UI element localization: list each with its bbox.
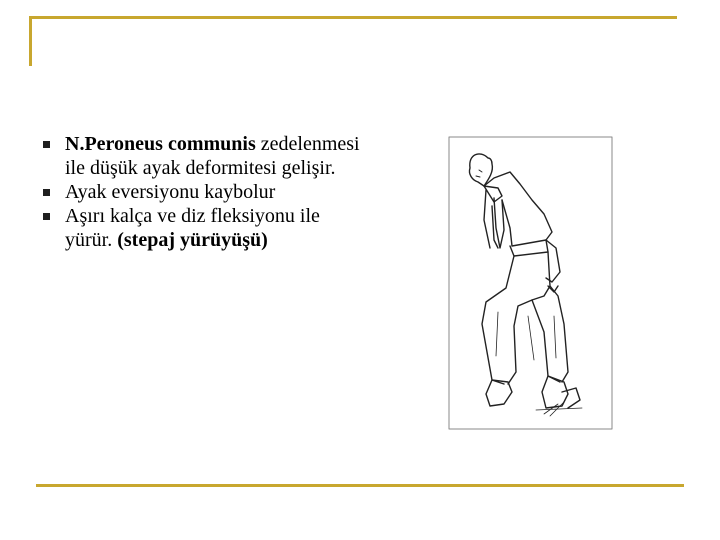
left-arm bbox=[484, 190, 490, 248]
steppage-gait-illustration bbox=[448, 136, 613, 430]
bullet-item-3 bbox=[40, 204, 360, 252]
bullet-square-icon bbox=[43, 141, 50, 148]
bullet-3-bold-text: (stepaj yürüyüşü) bbox=[117, 229, 268, 251]
tie bbox=[494, 198, 504, 248]
bullet-item-1 bbox=[40, 132, 360, 180]
bullet-1-text: zedelenmesi ile düşük ayak deformitesi gelişir. bbox=[65, 133, 360, 179]
bullet-square-icon bbox=[43, 213, 50, 220]
standing-leg-trouser bbox=[532, 300, 560, 382]
title-frame-left-line bbox=[29, 16, 32, 66]
bullet-1-bold-text: N.Peroneus communis bbox=[65, 133, 256, 155]
bullet-list bbox=[40, 132, 360, 252]
torso bbox=[502, 200, 546, 246]
left-shoe bbox=[486, 380, 512, 406]
footer-line bbox=[36, 484, 684, 487]
bullet-2-text: Ayak eversiyonu kaybolur bbox=[65, 181, 276, 203]
bullet-square-icon bbox=[43, 189, 50, 196]
illustration-frame bbox=[449, 137, 612, 429]
bullet-3-text: Aşırı kalça ve diz fleksiyonu ile yürür. bbox=[65, 205, 320, 251]
collar bbox=[484, 186, 502, 202]
title-frame-top-line bbox=[29, 16, 677, 19]
bullet-item-2 bbox=[40, 180, 360, 204]
